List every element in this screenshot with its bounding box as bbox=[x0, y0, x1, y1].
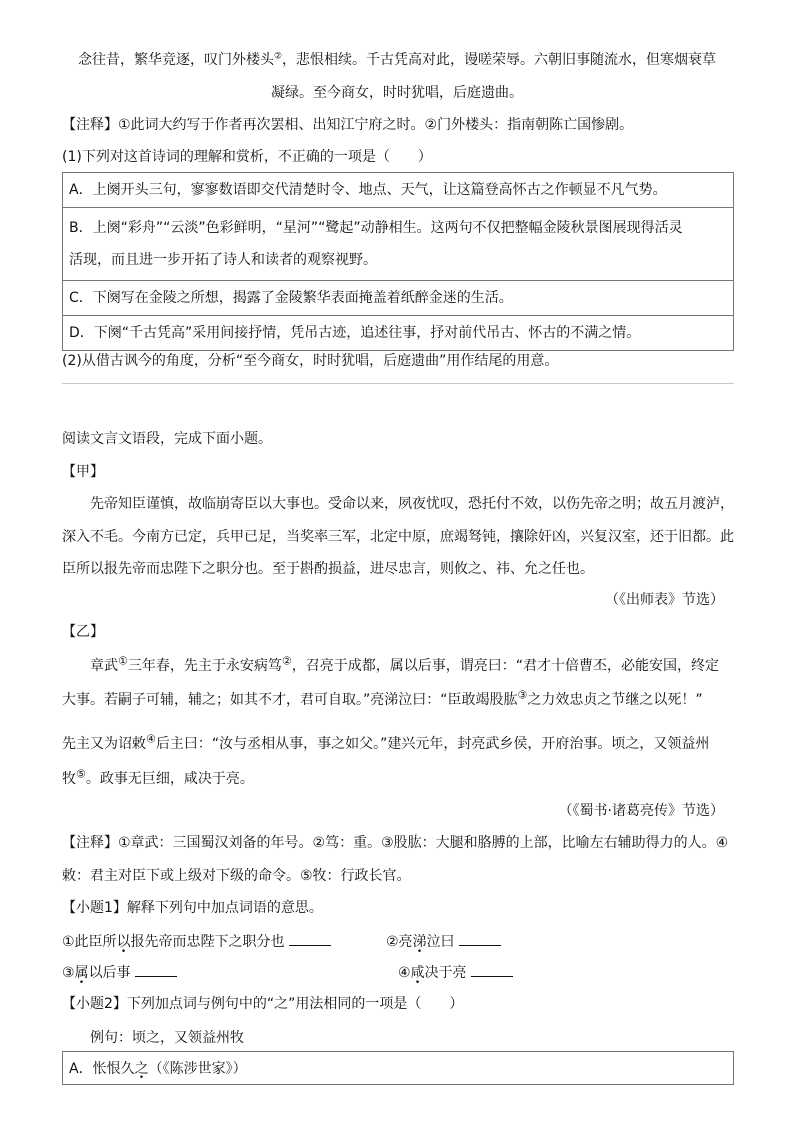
option-text: A．怅恨久 bbox=[69, 1061, 135, 1077]
option-b-line-1: B．上阕“彩舟”“云淡”色彩鲜明，“星河”“鹭起”动静相生。这两句不仅把整幅金陵秋景图展现得活灵 bbox=[69, 220, 683, 236]
passage-jia-line-3: 臣所以报先帝而忠陛下之职分也。至于斟酌损益，进尽忠言，则攸之、祎、允之任也。 bbox=[62, 561, 594, 577]
item-text: ④ bbox=[398, 965, 411, 981]
item-text: 泣曰 bbox=[426, 934, 455, 950]
passage-yi-source: （《蜀书·诸葛亮传》节选） bbox=[558, 803, 724, 819]
poem-question-1: (1)下列对这首诗词的理解和赏析，不正确的一项是（ ） bbox=[62, 149, 432, 165]
question-1-title: 【小题1】解释下列句中加点词语的意思。 bbox=[62, 900, 323, 916]
question-1-item-1 bbox=[62, 931, 331, 952]
passage-text: 大事。若嗣子可辅，辅之；如其不才，君可自取。”亮涕泣曰：“臣敢竭股肱 bbox=[62, 692, 518, 708]
passage-yi-note-line-1: 【注释】①章武：三国蜀汉刘备的年号。②笃：重。③股肱：大腿和胳膊的上部，比喻左右辅助得力的人。④ bbox=[62, 835, 729, 851]
poem-text: 念往昔，繁华竞逐，叹门外楼头 bbox=[77, 52, 274, 68]
passage-text: 章武 bbox=[90, 658, 118, 674]
note-mark: ③ bbox=[517, 688, 528, 702]
poem-text: ，悲恨相续。千古凭高对此，谩嗟荣辱。六朝旧事随流水，但寒烟衰草 bbox=[282, 52, 717, 68]
answer-blank[interactable] bbox=[471, 962, 513, 977]
poem-note: 【注释】①此词大约写于作者再次罢相、出知江宁府之时。②门外楼头：指南朝陈亡国惨剧。 bbox=[62, 117, 634, 133]
passage-jia-line-1: 先帝知臣谨慎，故临崩寄臣以大事也。受命以来，夙夜忧叹，恐托付不效，以伤先帝之明；故五月渡泸， bbox=[90, 496, 734, 512]
section-intro: 阅读文言文语段，完成下面小题。 bbox=[62, 431, 272, 447]
section-divider bbox=[62, 383, 734, 384]
item-text: 决于亮 bbox=[424, 965, 467, 981]
passage-yi-line-2 bbox=[62, 690, 703, 710]
dotted-word: 涕 bbox=[412, 934, 427, 950]
passage-text: 后主曰：“汝与丞相从事，事之如父。”建兴元年，封亮武乡侯，开府治事。顷之，又领益州 bbox=[155, 736, 710, 752]
passage-yi-line-1 bbox=[90, 656, 719, 676]
option-b-line-2: 活现，而且进一步开拓了诗人和读者的观察视野。 bbox=[69, 252, 377, 268]
passage-text: 三年春，先主于永安病笃 bbox=[127, 658, 282, 674]
question-2-example: 例句：顷之，又领益州牧 bbox=[90, 1030, 244, 1046]
question-1-item-4 bbox=[398, 962, 513, 983]
poem-options-box bbox=[62, 172, 734, 351]
answer-blank[interactable] bbox=[459, 931, 501, 946]
option-text: （《陈涉世家》） bbox=[148, 1061, 247, 1077]
passage-yi-line-3 bbox=[62, 734, 709, 754]
passage-text: ，召亮于成都，属以后事，谓亮曰：“君才十倍曹丕，必能安国，终定 bbox=[291, 658, 720, 674]
option-a[interactable]: A．上阕开头三句，寥寥数语即交代清楚时令、地点、天气，让这篇登高怀古之作顿显不凡气势。 bbox=[63, 173, 733, 208]
question-1-item-3 bbox=[62, 962, 177, 983]
passage-text: 。政事无巨细，咸决于亮。 bbox=[85, 771, 254, 787]
question-2-title: 【小题2】下列加点词与例句中的“之”用法相同的一项是（ ） bbox=[62, 996, 464, 1012]
item-text: ①此臣所 bbox=[62, 934, 117, 950]
passage-text: 之力效忠贞之节继之以死！” bbox=[527, 692, 703, 708]
item-text: ③ bbox=[62, 965, 75, 981]
poem-question-2: (2)从借古讽今的角度，分析“至今商女，时时犹唱，后庭遗曲”用作结尾的用意。 bbox=[62, 353, 559, 369]
note-mark: ④ bbox=[146, 732, 156, 746]
passage-jia-label: 【甲】 bbox=[62, 464, 104, 480]
dotted-word: 以 bbox=[116, 934, 131, 950]
item-text: 报先帝而忠陛下之职分也 bbox=[130, 934, 285, 950]
note-mark: ① bbox=[118, 654, 128, 668]
passage-jia-line-2: 深入不毛。今南方已定，兵甲已足，当奖率三军，北定中原，庶竭驽钝，攘除奸凶，兴复汉室，还于旧都。此 bbox=[62, 529, 734, 545]
passage-text: 牧 bbox=[62, 771, 76, 787]
note-mark: ② bbox=[281, 654, 292, 668]
question-2-options-box bbox=[62, 1051, 734, 1085]
option-c[interactable]: C．下阕写在金陵之所想，揭露了金陵繁华表面掩盖着纸醉金迷的生活。 bbox=[63, 281, 733, 316]
dotted-word: 之 bbox=[134, 1061, 149, 1077]
item-text: ②亮 bbox=[386, 934, 413, 950]
passage-yi-note-line-2: 敕：君主对臣下或上级对下级的命令。⑤牧：行政长官。 bbox=[62, 868, 411, 884]
dotted-word: 属 bbox=[74, 965, 89, 981]
passage-text: 先主又为诏敕 bbox=[62, 736, 146, 752]
passage-yi-line-4 bbox=[62, 769, 254, 789]
poem-line-1 bbox=[62, 50, 732, 70]
poem-line-2: 凝绿。至今商女，时时犹唱，后庭遗曲。 bbox=[271, 85, 523, 101]
passage-yi-label: 【乙】 bbox=[62, 624, 104, 640]
answer-blank[interactable] bbox=[289, 931, 331, 946]
dotted-word: 咸 bbox=[410, 965, 425, 981]
option-b[interactable] bbox=[63, 208, 733, 281]
item-text: 以后事 bbox=[88, 965, 131, 981]
note-mark: ⑤ bbox=[76, 767, 86, 781]
question-1-item-2 bbox=[386, 931, 501, 952]
note-mark: ② bbox=[273, 51, 283, 62]
option-d[interactable]: D．下阕“千古凭高”采用间接抒情，凭吊古迹，追述往事，抒对前代吊古、怀古的不满之情。 bbox=[69, 325, 641, 341]
answer-blank[interactable] bbox=[135, 962, 177, 977]
question-2-option-a[interactable] bbox=[63, 1052, 733, 1086]
passage-jia-source: （《出师表》节选） bbox=[605, 592, 724, 608]
